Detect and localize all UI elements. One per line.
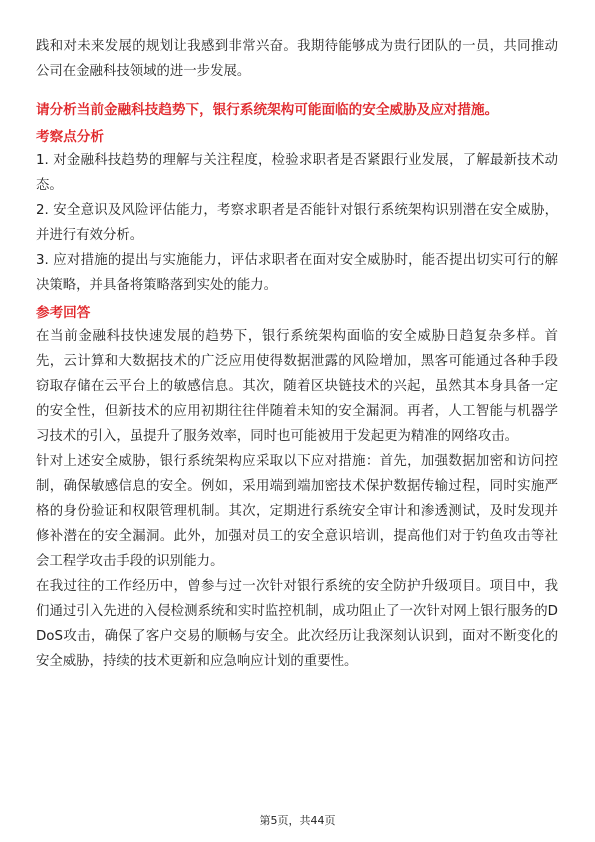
reference-paragraph-3: 在我过往的工作经历中，曾参与过一次针对银行系统的安全防护升级项目。项目中，我们通过引入先进的入侵检测系统和实时监控机制，成功阻止了一次针对网上银行服务的DDoS攻击，确保了客户交易的顺畅与安全。此次经历让我深刻认识到，面对不断变化的安全威胁，持续的技术更新和应急响应计划的重要性。 bbox=[36, 579, 558, 669]
page-content bbox=[36, 34, 558, 674]
reference-heading: 参考回答 bbox=[36, 305, 91, 321]
reference-paragraph-1: 在当前金融科技快速发展的趋势下，银行系统架构面临的安全威胁日趋复杂多样。首先，云计算和大数据技术的广泛应用使得数据泄露的风险增加，黑客可能通过各种手段窃取存储在云平台上的敏感信息。其次，随着区块链技术的兴起，虽然其本身具备一定的安全性，但新技术的应用初期往往伴随着未知的安全漏洞。再者，人工智能与机器学习技术的引入，虽提升了服务效率，同时也可能被用于发起更为精准的网络攻击。 bbox=[36, 329, 558, 444]
spacer bbox=[36, 84, 558, 98]
assessment-point-1: 1. 对金融科技趋势的理解与关注程度，检验求职者是否紧跟行业发展，了解最新技术动态。 bbox=[36, 153, 558, 193]
page-number: 第5页，共44页 bbox=[259, 814, 336, 827]
assessment-point-3: 3. 应对措施的提出与实施能力，评估求职者在面对安全威胁时，能否提出切实可行的解决策略，并具备将策略落到实处的能力。 bbox=[36, 253, 558, 293]
assessment-heading: 考察点分析 bbox=[36, 129, 104, 145]
question-title: 请分析当前金融科技趋势下，银行系统架构可能面临的安全威胁及应对措施。 bbox=[36, 102, 499, 118]
intro-paragraph: 践和对未来发展的规划让我感到非常兴奋。我期待能够成为贵行团队的一员，共同推动公司在金融科技领域的进一步发展。 bbox=[36, 39, 558, 79]
reference-paragraph-2: 针对上述安全威胁，银行系统架构应采取以下应对措施：首先，加强数据加密和访问控制，确保敏感信息的安全。例如，采用端到端加密技术保护数据传输过程，同时实施严格的身份验证和权限管理机制。其次，定期进行系统安全审计和渗透测试，及时发现并修补潜在的安全漏洞。此外，加强对员工的安全意识培训，提高他们对于钓鱼攻击等社会工程学攻击手段的识别能力。 bbox=[36, 454, 558, 569]
assessment-point-2: 2. 安全意识及风险评估能力，考察求职者是否能针对银行系统架构识别潜在安全威胁，并进行有效分析。 bbox=[36, 203, 558, 243]
